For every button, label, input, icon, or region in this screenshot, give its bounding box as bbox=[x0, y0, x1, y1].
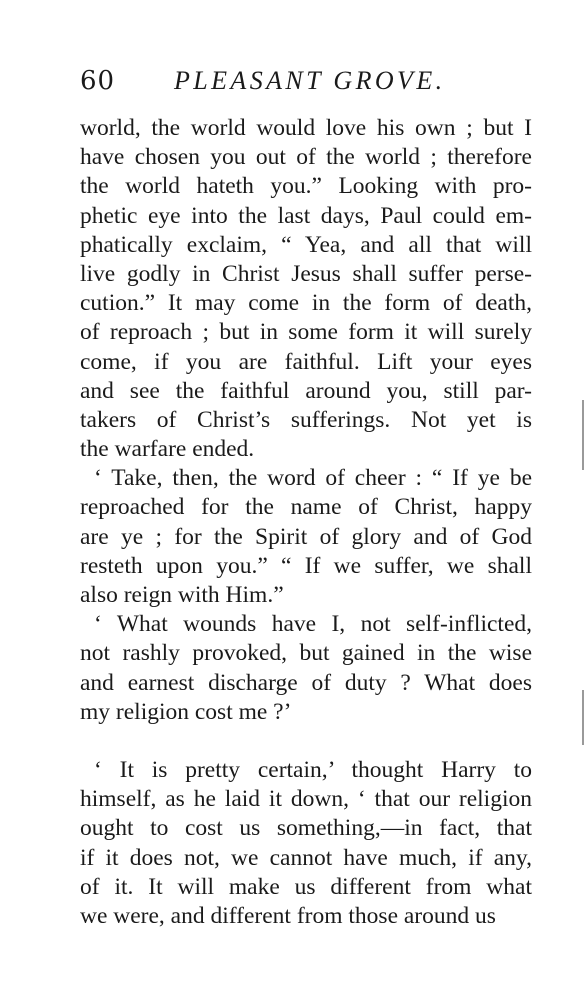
text-line: not rashly provoked, but gained in the wise bbox=[80, 640, 532, 667]
page-edge-mark bbox=[582, 690, 584, 745]
page-edge-mark bbox=[582, 400, 584, 470]
text-line: and see the faithful around you, still par- bbox=[80, 377, 532, 404]
text-line: ‘ Take, then, the word of cheer : “ If ye be bbox=[94, 465, 532, 492]
paragraph bbox=[80, 464, 532, 610]
text-line: if it does not, we cannot have much, if any, bbox=[80, 844, 532, 871]
text-line: of it. It will make us different from what bbox=[80, 873, 532, 900]
text-line: come, if you are faithful. Lift your eyes bbox=[80, 348, 532, 375]
paragraph bbox=[80, 114, 532, 464]
text-line: we were, and different from those around us bbox=[80, 902, 496, 929]
text-line: takers of Christ’s sufferings. Not yet is bbox=[80, 406, 532, 433]
text-line: my religion cost me ?’ bbox=[80, 698, 292, 725]
text-line: live godly in Christ Jesus shall suffer perse- bbox=[80, 260, 532, 287]
text-line: and earnest discharge of duty ? What does bbox=[80, 669, 532, 696]
text-line: ‘ What wounds have I, not self-inflicted, bbox=[94, 611, 532, 638]
text-line: also reign with Him.” bbox=[80, 582, 284, 608]
text-line: the world hateth you.” Looking with pro- bbox=[80, 173, 532, 200]
text-line: of reproach ; but in some form it will surely bbox=[80, 319, 532, 346]
running-title: PLEASANT GROVE. bbox=[174, 66, 446, 95]
text-line: world, the world would love his own ; but I bbox=[80, 115, 532, 141]
text-line: ‘ It is pretty certain,’ thought Harry to bbox=[94, 756, 532, 783]
text-line: cution.” It may come in the form of death, bbox=[80, 290, 532, 317]
text-line: himself, as he laid it down, ‘ that our religion bbox=[80, 786, 532, 813]
text-line: are ye ; for the Spirit of glory and of God bbox=[80, 523, 532, 550]
paragraph-gap bbox=[80, 727, 532, 756]
paragraph bbox=[80, 610, 532, 727]
paragraph bbox=[80, 756, 532, 931]
text-line: ought to cost us something,—in fact, that bbox=[80, 815, 532, 842]
text-line: reproached for the name of Christ, happy bbox=[80, 494, 532, 521]
text-line: phatically exclaim, “ Yea, and all that will bbox=[80, 231, 532, 258]
page-number: 60 bbox=[80, 66, 116, 96]
body-text bbox=[80, 114, 532, 931]
page-header bbox=[80, 66, 540, 106]
text-line: phetic eye into the last days, Paul could em- bbox=[80, 202, 532, 229]
text-line: have chosen you out of the world ; therefore bbox=[80, 144, 532, 171]
text-line: resteth upon you.” “ If we suffer, we shall bbox=[80, 552, 532, 579]
text-line: the warfare ended. bbox=[80, 436, 255, 463]
